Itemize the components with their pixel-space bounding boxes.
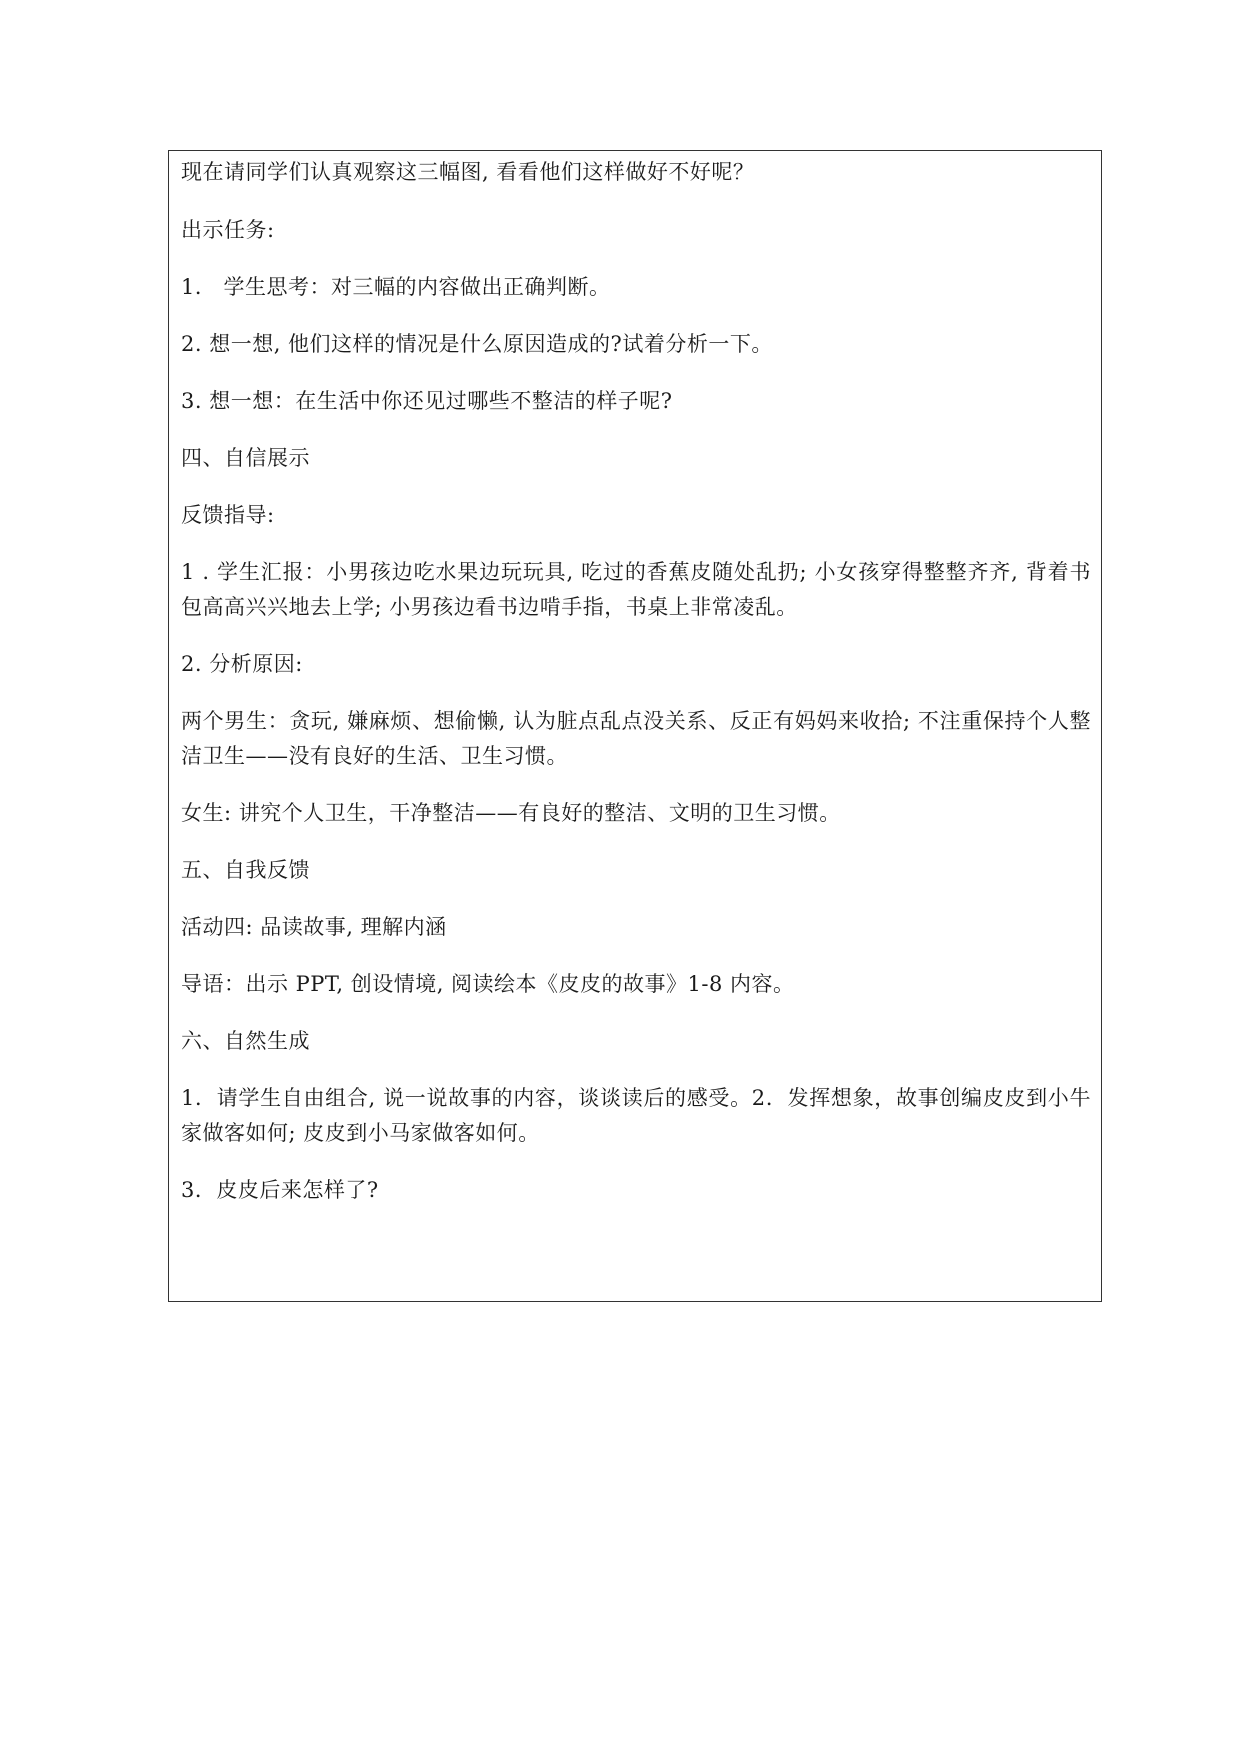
paragraph-introduction: 导语：出示 PPT, 创设情境, 阅读绘本《皮皮的故事》1-8 内容。: [181, 972, 795, 996]
paragraph-activity-4: 活动四: 品读故事, 理解内涵: [181, 915, 447, 939]
paragraph-student-report: 1 . 学生汇报：小男孩边吃水果边玩玩具, 吃过的香蕉皮随处乱扔; 小女孩穿得整整齐齐, 背着书包高高兴兴地去上学; 小男孩边看书边啃手指，书桌上非常凌乱。: [181, 560, 1091, 619]
section-heading-4: 四、自信展示: [181, 446, 310, 470]
paragraph-observe-pictures: 现在请同学们认真观察这三幅图, 看看他们这样做好不好呢？: [181, 160, 755, 184]
paragraph-what-happened: 3．皮皮后来怎样了?: [181, 1178, 379, 1202]
paragraph-task-3: 3. 想一想：在生活中你还见过哪些不整洁的样子呢?: [181, 389, 673, 413]
paragraph-task-2: 2. 想一想, 他们这样的情况是什么原因造成的?试着分析一下。: [181, 332, 773, 356]
paragraph-group-discussion: 1．请学生自由组合, 说一说故事的内容，谈谈读后的感受。2．发挥想象，故事创编皮皮到小牛家做客如何; 皮皮到小马家做客如何。: [181, 1086, 1091, 1145]
paragraph-analysis-heading: 2. 分析原因:: [181, 652, 303, 676]
paragraph-task-heading: 出示任务:: [181, 218, 275, 242]
section-heading-5: 五、自我反馈: [181, 858, 310, 882]
content-table-cell: [168, 150, 1102, 1302]
section-heading-6: 六、自然生成: [181, 1029, 310, 1053]
paragraph-girl-analysis: 女生: 讲究个人卫生，干净整洁——有良好的整洁、文明的卫生习惯。: [181, 801, 841, 825]
paragraph-boys-analysis: 两个男生：贪玩, 嫌麻烦、想偷懒, 认为脏点乱点没关系、反正有妈妈来收拾; 不注重保持个人整洁卫生——没有良好的生活、卫生习惯。: [181, 709, 1091, 768]
paragraph-task-1: 1． 学生思考：对三幅的内容做出正确判断。: [181, 275, 611, 299]
paragraph-feedback-heading: 反馈指导:: [181, 503, 275, 527]
